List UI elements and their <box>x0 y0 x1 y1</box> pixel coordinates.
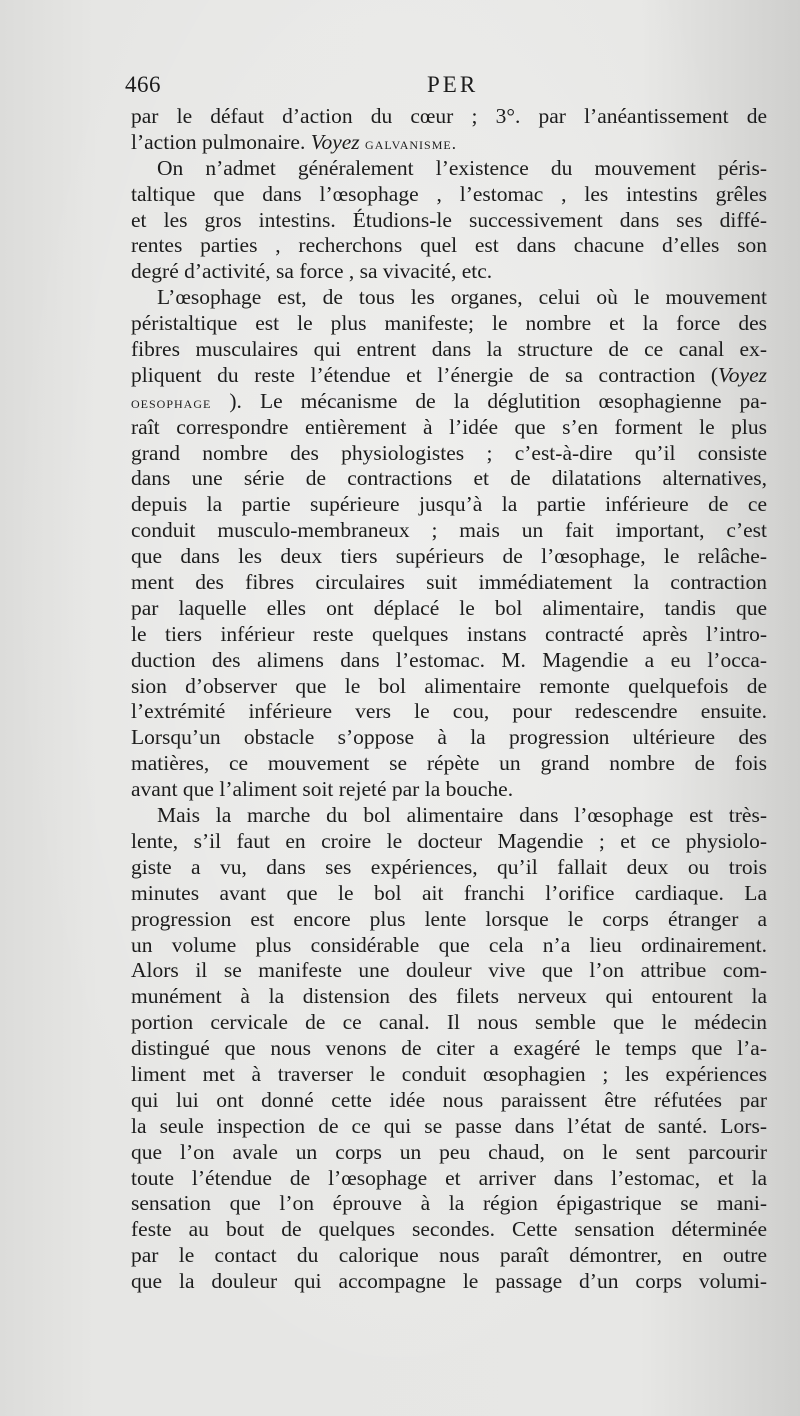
text-line: feste au bout de quelques secondes. Cette sensation déterminée <box>131 1217 767 1242</box>
text-line: par le contact du calorique nous paraît démontrer, en outre <box>131 1243 767 1268</box>
text-line: avant que l’aliment soit rejeté par la bouche. <box>131 777 514 802</box>
text-line: dans une série de contractions et de dilatations alternatives, <box>131 466 767 491</box>
text-line: toute l’étendue de l’œsophage et arriver dans l’estomac, et la <box>131 1165 767 1190</box>
text-line: un volume plus considérable que cela n’a lieu ordinairement. <box>131 932 767 957</box>
text-line: progression est encore plus lente lorsque le corps étranger a <box>131 906 767 931</box>
text-line: degré d’activité, sa force , sa vivacité, etc. <box>131 259 493 284</box>
text-line: par le défaut d’action du cœur ; 3°. par l’anéantissement de <box>131 104 767 128</box>
text-segment: ). Le mécanisme de la déglutition œsophagienne pa- <box>229 388 767 413</box>
text-line: Lorsqu’un obstacle s’oppose à la progression ultérieure des <box>131 725 767 750</box>
text-line: sion d’observer que le bol alimentaire remonte quelquefois de <box>131 673 767 698</box>
paragraph-start-line: L’œsophage est, de tous les organes, celui où le mouvement <box>157 285 767 310</box>
text-line: lente, s’il faut en croire le docteur Magendie ; et ce physiolo- <box>131 828 767 853</box>
text-line: sensation que l’on éprouve à la région épigastrique se mani- <box>131 1191 767 1216</box>
text-line <box>131 363 767 389</box>
text-line: Alors il se manifeste une douleur vive que l’on attribue com- <box>131 958 767 983</box>
text-line: rentes parties , recherchons quel est dans chacune d’elles son <box>131 233 767 258</box>
paragraph-start-line: On n’admet généralement l’existence du mouvement péris- <box>157 155 767 180</box>
text-line: péristaltique est le plus manifeste; le nombre et la force des <box>131 311 767 336</box>
text-line: munément à la distension des filets nerveux qui entourent la <box>131 984 767 1009</box>
text-line: la seule inspection de ce qui se passe dans l’état de santé. Lors- <box>131 1113 767 1138</box>
cross-reference-voyez: Voyez <box>310 129 360 154</box>
text-line: distingué que nous venons de citer a exagéré le temps que l’a- <box>131 1036 767 1061</box>
text-line: l’extrémité inférieure vers le cou, pour redescendre ensuite. <box>131 699 767 724</box>
cross-reference-voyez: Voyez <box>718 362 767 387</box>
text-line: minutes avant que le bol ait franchi l’orifice cardiaque. La <box>131 880 767 905</box>
text-line: duction des alimens dans l’estomac. M. Magendie a eu l’occa- <box>131 647 767 672</box>
text-line: que la douleur qui accompagne le passage d’un corps volumi- <box>131 1269 767 1294</box>
running-head: PER <box>427 72 479 97</box>
text-line: ment des fibres circulaires suit immédiatement la contraction <box>131 570 767 595</box>
text-line <box>131 389 767 415</box>
text-line: raît correspondre entièrement à l’idée que s’en forment le plus <box>131 414 767 439</box>
text-segment: pliquent du reste l’étendue et l’énergie de sa contraction ( <box>131 362 719 387</box>
text-line: que l’on avale un corps un peu chaud, on le sent parcourir <box>131 1139 767 1164</box>
cross-reference-target: galvanisme. <box>365 133 457 153</box>
text-line: grand nombre des physiologistes ; c’est-à-dire qu’il consiste <box>131 440 767 465</box>
text-line: par laquelle elles ont déplacé le bol alimentaire, tandis que <box>131 595 767 620</box>
text-line: liment met à traverser le conduit œsophagien ; les expériences <box>131 1061 767 1086</box>
paragraph-start-line: Mais la marche du bol alimentaire dans l’œsophage est très- <box>157 803 767 828</box>
cross-reference-target: oesophage <box>131 392 212 412</box>
text-line: qui lui ont donné cette idée nous paraissent être réfutées par <box>131 1087 767 1112</box>
text-segment: l’action pulmonaire. <box>131 129 306 154</box>
text-line: giste a vu, dans ses expériences, qu’il fallait deux ou trois <box>131 854 767 879</box>
text-line: taltique que dans l’œsophage , l’estomac , les intestins grêles <box>131 181 767 206</box>
text-line: le tiers inférieur reste quelques instans contracté après l’intro- <box>131 621 767 646</box>
page-header <box>125 72 485 104</box>
text-line: et les gros intestins. Étudions-le successivement dans ses diffé- <box>131 207 767 232</box>
text-line: que dans les deux tiers supérieurs de l’œsophage, le relâche- <box>131 544 767 569</box>
body-text <box>131 104 767 1295</box>
page-number: 466 <box>125 72 161 97</box>
text-line <box>131 130 767 156</box>
text-line: depuis la partie supérieure jusqu’à la partie inférieure de ce <box>131 492 767 517</box>
text-line: conduit musculo-membraneux ; mais un fait important, c’est <box>131 518 767 543</box>
text-line: portion cervicale de ce canal. Il nous semble que le médecin <box>131 1010 767 1035</box>
text-line: matières, ce mouvement se répète un grand nombre de fois <box>131 751 767 776</box>
text-line: fibres musculaires qui entrent dans la structure de ce canal ex- <box>131 337 767 362</box>
